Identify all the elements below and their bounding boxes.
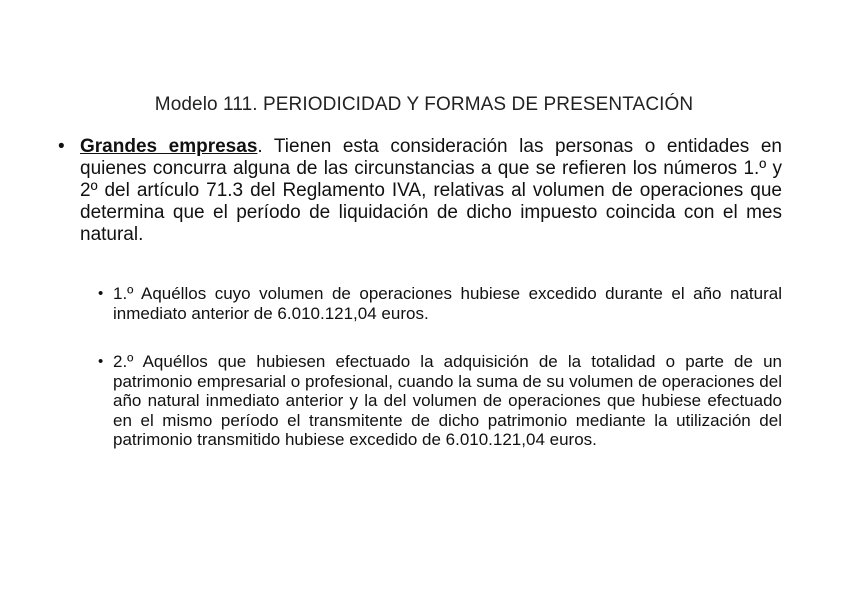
bullet-dot-icon: •	[58, 136, 65, 157]
bullet-dot-icon: •	[98, 285, 104, 302]
slide-title: Modelo 111. PERIODICIDAD Y FORMAS DE PRESENTACIÓN	[154, 94, 694, 115]
main-bullet-text: . Tienen esta consideración las personas o entidades en quienes concurra alguna de las circunstancias a que se refieren los números 1.º y 2º del artículo 71.3 del Reglamento IVA, relativas al volumen de operaciones que determina que el período de liquidación de dicho impuesto coincida con el mes natural.	[80, 136, 782, 245]
sub-bullet-1-text: 1.º Aquéllos cuyo volumen de operaciones hubiese excedido durante el año natural inmediato anterior de 6.010.121,04 euros.	[113, 284, 782, 323]
sub-bullet-2	[96, 352, 782, 450]
sub-bullet-2-text: 2.º Aquéllos que hubiesen efectuado la adquisición de la totalidad o parte de un patrimonio empresarial o profesional, cuando la suma de su volumen de operaciones del año natural inmediato anterior y la del volumen de operaciones que hubiese efectuado en el mismo período el transmitente de dicho patrimonio mediante la utilización del patrimonio transmitido hubiese excedido de 6.010.121,04 euros.	[113, 352, 782, 449]
sub-bullet-1	[96, 284, 782, 323]
bullet-dot-icon: •	[98, 353, 104, 370]
term-grandes-empresas: Grandes empresas	[80, 136, 258, 157]
main-bullet	[58, 136, 782, 246]
main-bullet-body	[80, 136, 782, 246]
